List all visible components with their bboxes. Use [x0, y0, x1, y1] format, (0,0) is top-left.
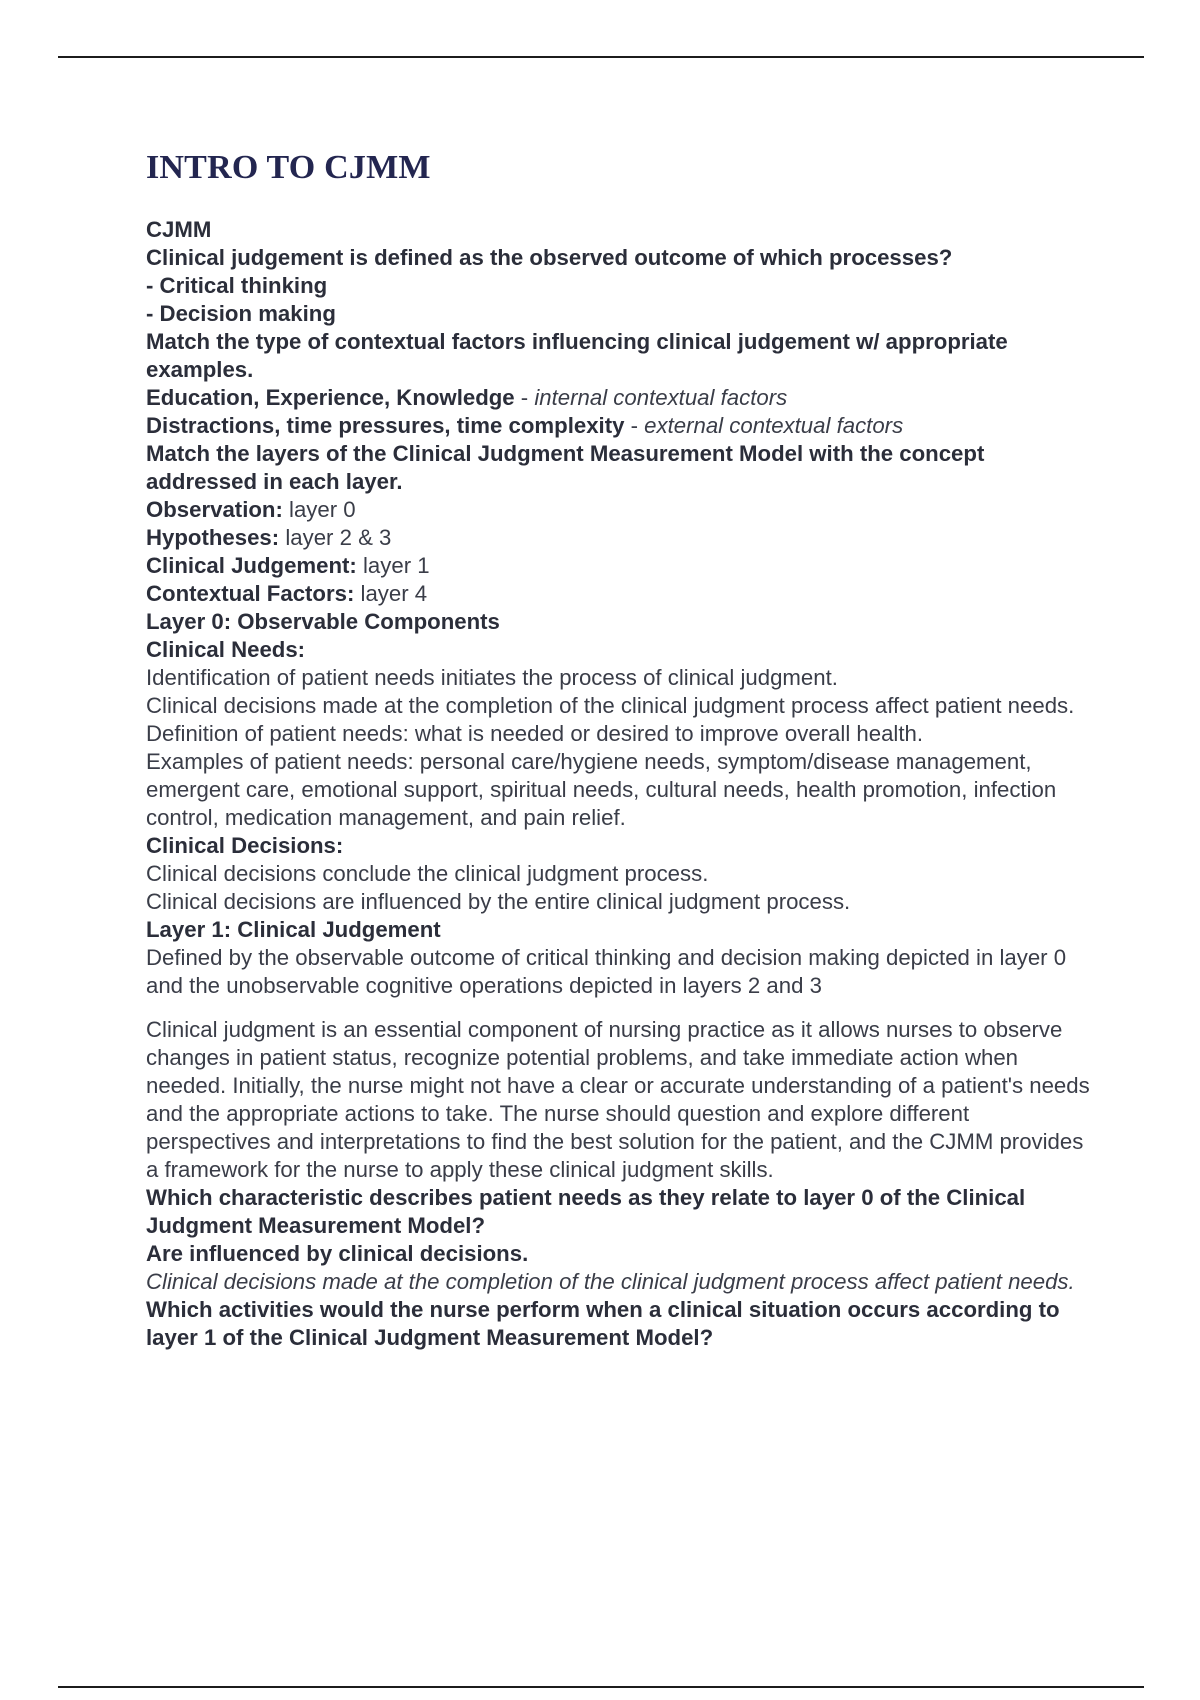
factor-pair-external	[146, 412, 1096, 440]
clinical-decisions-heading: Clinical Decisions:	[146, 833, 344, 858]
section-heading: CJMM	[146, 217, 212, 242]
clinical-needs-line: Identification of patient needs initiates the process of clinical judgment.	[146, 665, 838, 690]
factor-description: internal contextual factors	[534, 385, 788, 410]
layer-pair-observation	[146, 496, 1096, 524]
question-2: Match the type of contextual factors influencing clinical judgement w/ appropriate examples.	[146, 329, 1008, 382]
answer-critical-thinking: - Critical thinking	[146, 273, 328, 298]
clinical-needs-line: Examples of patient needs: personal care/hygiene needs, symptom/disease management, emergent care, emotional support, spiritual needs, cultural needs, health promotion, infection control, medication management, and pain relief.	[146, 749, 1057, 830]
layer-value: layer 2 & 3	[279, 525, 392, 550]
layer-term: Clinical Judgement:	[146, 553, 357, 578]
question-4-rationale: Clinical decisions made at the completion of the clinical judgment process affect patient needs.	[146, 1269, 1075, 1294]
layer-pair-clinical-judgement	[146, 552, 1096, 580]
factor-term: Education, Experience, Knowledge	[146, 385, 515, 410]
question-4: Which characteristic describes patient needs as they relate to layer 0 of the Clinical Judgment Measurement Model?	[146, 1185, 1026, 1238]
layer-value: layer 1	[356, 553, 430, 578]
question-5: Which activities would the nurse perform when a clinical situation occurs according to layer 1 of the Clinical Judgment Measurement Model?	[146, 1297, 1060, 1350]
layer-term: Contextual Factors:	[146, 581, 355, 606]
layer-1-definition: Defined by the observable outcome of critical thinking and decision making depicted in layer 0 and the unobservable cognitive operations depicted in layers 2 and 3	[146, 945, 1067, 998]
clinical-needs-line: Definition of patient needs: what is needed or desired to improve overall health.	[146, 721, 924, 746]
answer-decision-making: - Decision making	[146, 301, 336, 326]
layer-term: Observation:	[146, 497, 283, 522]
paragraph-gap	[146, 1000, 1096, 1016]
bottom-rule	[58, 1686, 1144, 1688]
top-rule	[58, 56, 1144, 58]
clinical-decisions-line: Clinical decisions conclude the clinical judgment process.	[146, 861, 709, 886]
factor-pair-internal	[146, 384, 1096, 412]
clinical-needs-line: Clinical decisions made at the completion of the clinical judgment process affect patient needs.	[146, 693, 1075, 718]
factor-separator: -	[624, 413, 645, 438]
layer-1-paragraph: Clinical judgment is an essential component of nursing practice as it allows nurses to observe changes in patient status, recognize potential problems, and take immediate action when needed. Initially, the nurse might not have a clear or accurate understanding of a patient's needs and the appropriate actions to take. The nurse should question and explore different perspectives and interpretations to find the best solution for the patient, and the CJMM provides a framework for the nurse to apply these clinical judgment skills.	[146, 1017, 1090, 1182]
layer-value: layer 0	[282, 497, 356, 522]
question-4-answer: Are influenced by clinical decisions.	[146, 1241, 529, 1266]
factor-description: external contextual factors	[644, 413, 904, 438]
layer-pair-hypotheses	[146, 524, 1096, 552]
layer-1-heading: Layer 1: Clinical Judgement	[146, 917, 441, 942]
clinical-needs-heading: Clinical Needs:	[146, 637, 306, 662]
question-3: Match the layers of the Clinical Judgment Measurement Model with the concept addressed in each layer.	[146, 441, 985, 494]
layer-pair-contextual-factors	[146, 580, 1096, 608]
document-title: INTRO TO CJMM	[146, 149, 431, 186]
layer-value: layer 4	[354, 581, 428, 606]
layer-0-heading: Layer 0: Observable Components	[146, 609, 500, 634]
question-1: Clinical judgement is defined as the observed outcome of which processes?	[146, 245, 953, 270]
document-body	[146, 216, 1096, 1352]
layer-term: Hypotheses:	[146, 525, 280, 550]
clinical-decisions-line: Clinical decisions are influenced by the entire clinical judgment process.	[146, 889, 851, 914]
factor-term: Distractions, time pressures, time complexity	[146, 413, 625, 438]
factor-separator: -	[514, 385, 535, 410]
